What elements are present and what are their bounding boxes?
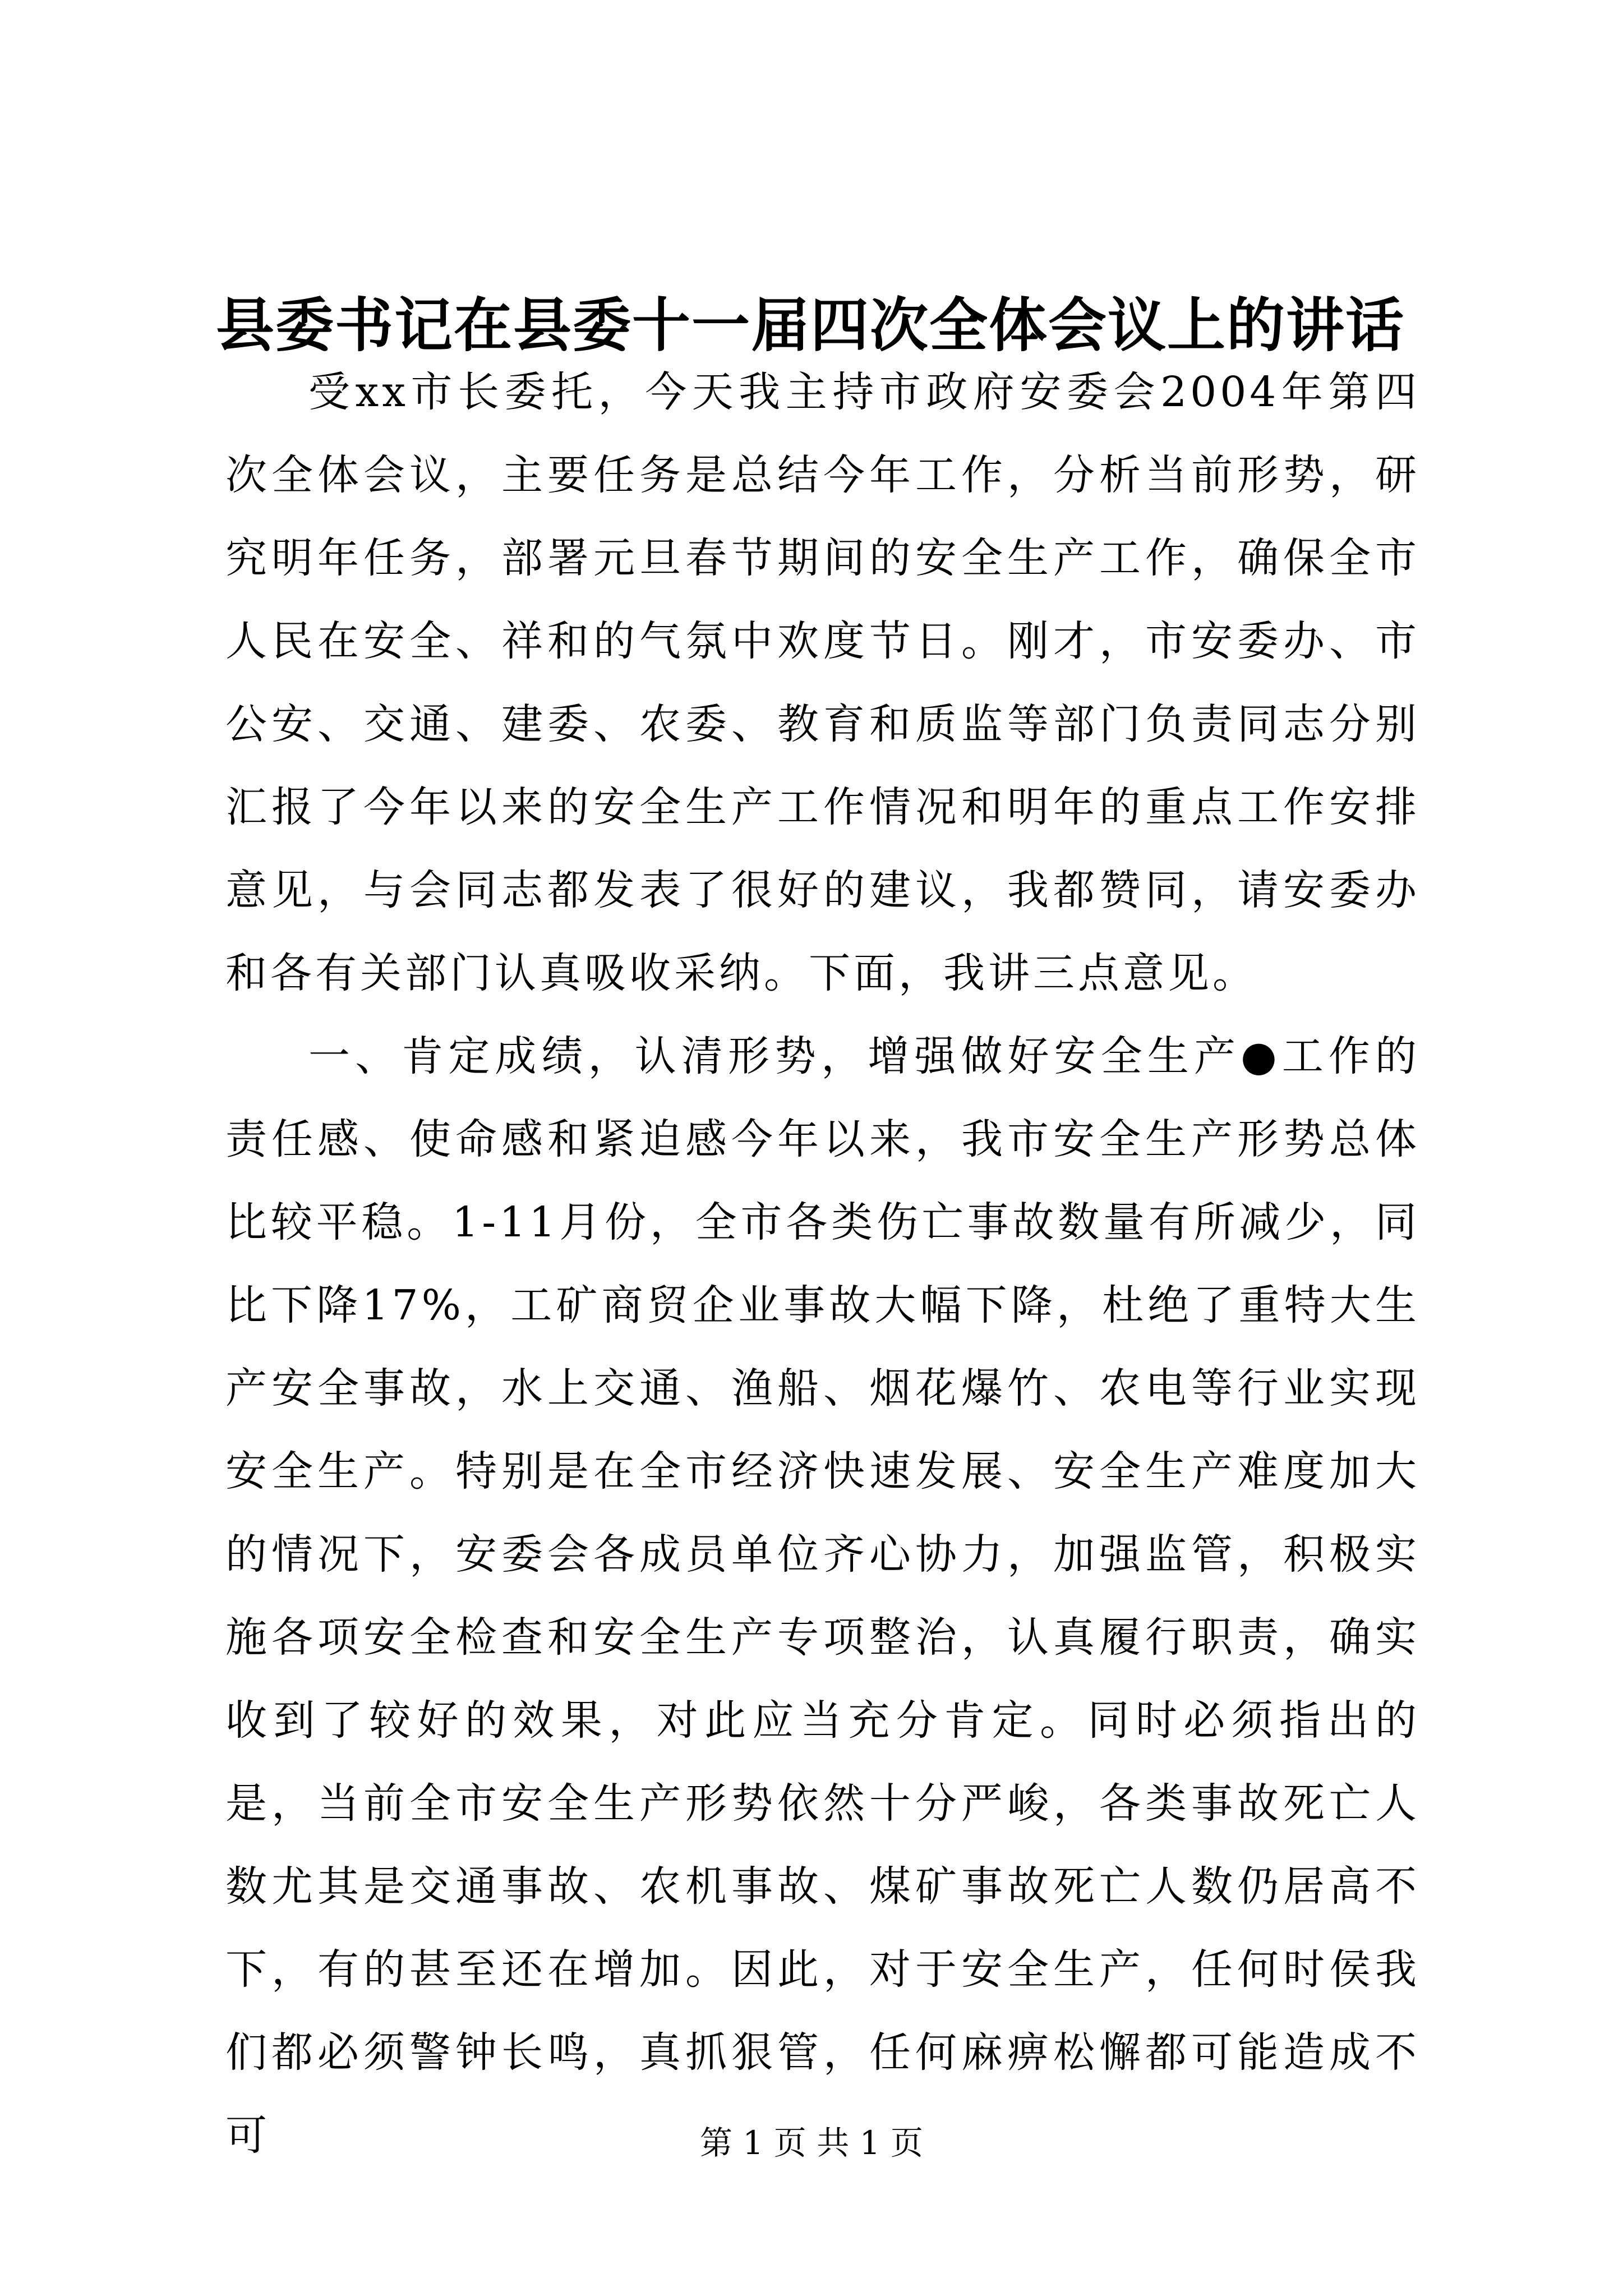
paragraph-section-one: 一、肯定成绩，认清形势，增强做好安全生产●工作的责任感、使命感和紧迫感今年以来，我市安全生产形势总体比较平稳。1-11月份，全市各类伤亡事故数量有所减少，同比下降17%，工矿商贸企业事故大幅下降，杜绝了重特大生产安全事故，水上交通、渔船、烟花爆竹、农电等行业实现安全生产。特别是在全市经济快速发展、安全生产难度加大的情况下，安委会各成员单位齐心协力，加强监管，积极实施各项安全检查和安全生产专项整治，认真履行职责，确实收到了较好的效果，对此应当充分肯定。同时必须指出的是，当前全市安全生产形势依然十分严峻，各类事故死亡人数尤其是交通事故、农机事故、煤矿事故死亡人数仍居高不下，有的甚至还在增加。因此，对于安全生产，任何时侯我们都必须警钟长鸣，真抓狠管，任何麻痹松懈都可能造成不可 xyxy=(225,1032,1420,2160)
paragraph-intro: 受xx市长委托，今天我主持市政府安委会2004年第四次全体会议，主要任务是总结今年工作，分析当前形势，研究明年任务，部署元旦春节期间的安全生产工作，确保全市人民在安全、祥和的气氛中欢度节日。刚才，市安委办、市公安、交通、建委、农委、教育和质监等部门负责同志分别汇报了今年以来的安全生产工作情况和明年的重点工作安排意见，与会同志都发表了很好的建议，我都赞同，请安委办和各有关部门认真吸收采纳。下面，我讲三点意见。 xyxy=(225,368,1420,997)
page-footer: 第 1 页 共 1 页 xyxy=(700,2124,923,2162)
document-title: 县委书记在县委十一届四次全体会议上的讲话 xyxy=(216,291,1405,360)
document-body xyxy=(225,351,1420,2177)
